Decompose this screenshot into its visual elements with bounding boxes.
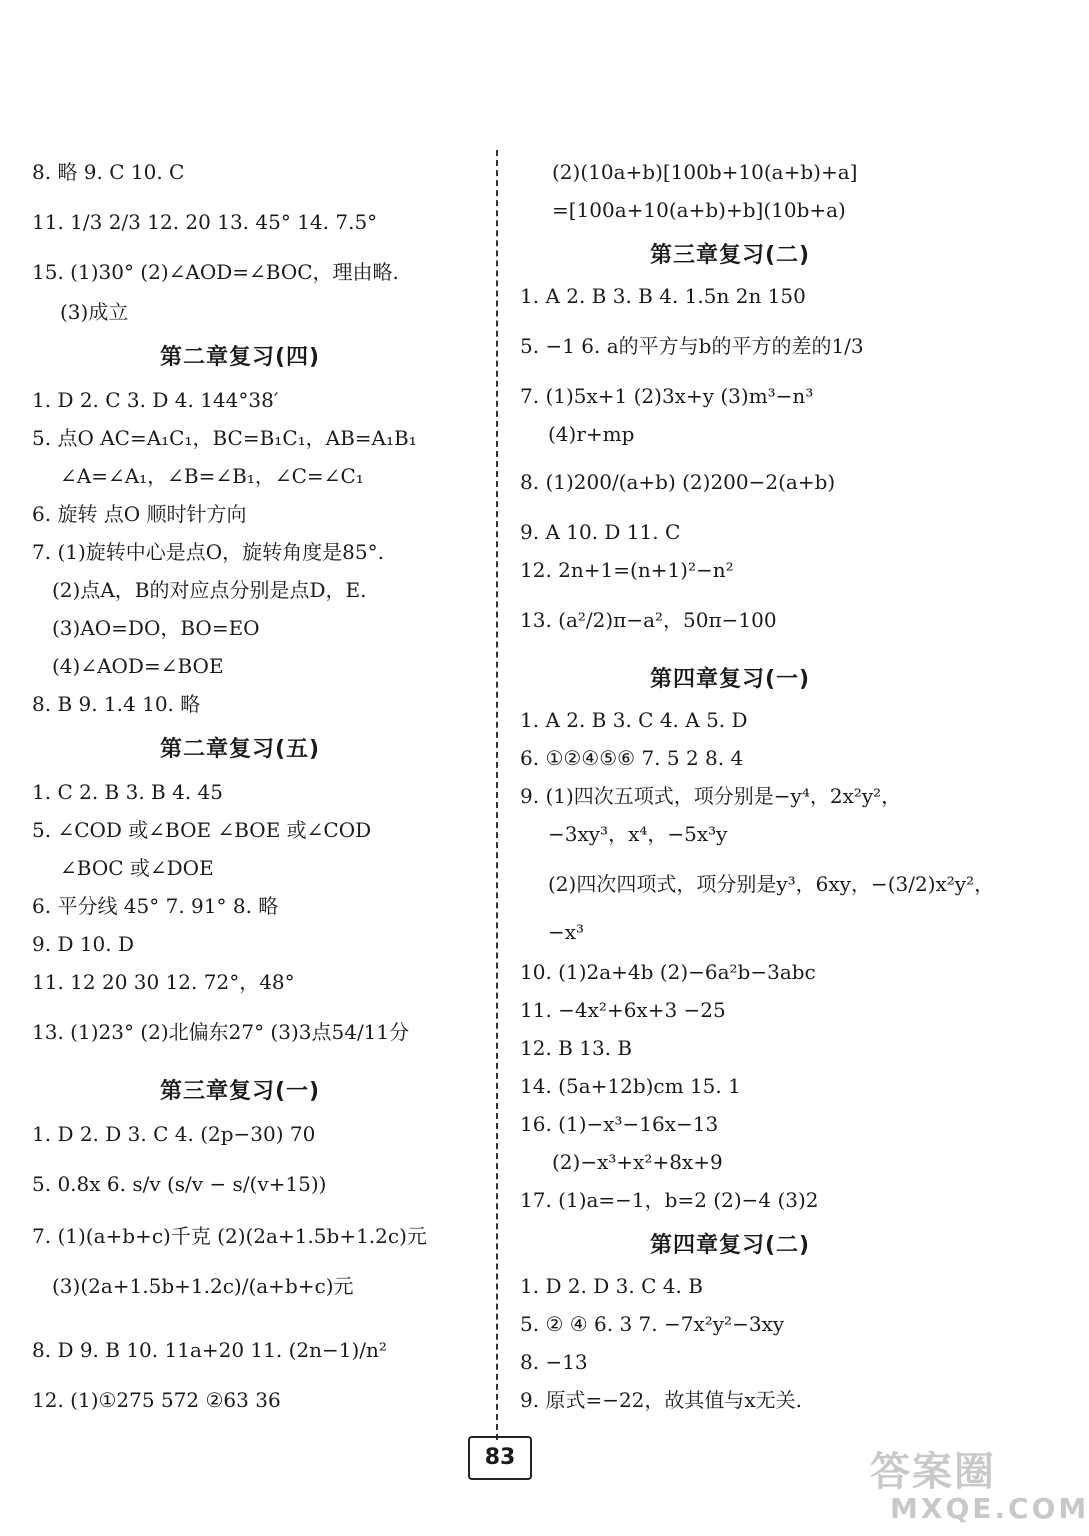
answer-line: (2)四次四项式，项分别是y³，6xy，−(3/2)x²y²， [548, 872, 995, 896]
answer-line: 9. A 10. D 11. C [520, 520, 681, 544]
answer-line: (4)r+mp [548, 422, 635, 446]
answer-line: 7. (1)5x+1 (2)3x+y (3)m³−n³ [520, 384, 814, 408]
answer-line: −3xy³，x⁴，−5x³y [548, 822, 728, 846]
answer-line: 8. 略 9. C 10. C [32, 160, 185, 184]
section-heading: 第四章复习(二) [650, 1233, 811, 1258]
answer-line: 6. 旋转 点O 顺时针方向 [32, 502, 247, 526]
answer-line: 6. ①②④⑤⑥ 7. 5 2 8. 4 [520, 746, 744, 770]
answer-line: 8. B 9. 1.4 10. 略 [32, 692, 201, 716]
answer-line: 15. (1)30° (2)∠AOD=∠BOC，理由略. [32, 260, 399, 284]
answer-line: 5. −1 6. a的平方与b的平方的差的1/3 [520, 334, 864, 358]
answer-line: 8. −13 [520, 1350, 588, 1374]
answer-line: 13. (a²/2)π−a²，50π−100 [520, 608, 777, 632]
answer-line: 9. D 10. D [32, 932, 135, 956]
answer-line: 13. (1)23° (2)北偏东27° (3)3点54/11分 [32, 1020, 410, 1044]
answer-line: (2)(10a+b)[100b+10(a+b)+a] [552, 160, 858, 184]
answer-line: 1. C 2. B 3. B 4. 45 [32, 780, 223, 804]
watermark-logo-text: 答案圈 [870, 1449, 996, 1495]
answer-line: 1. D 2. D 3. C 4. (2p−30) 70 [32, 1122, 316, 1146]
answer-line: 11. 12 20 30 12. 72°，48° [32, 970, 295, 994]
answer-line: 11. 1/3 2/3 12. 20 13. 45° 14. 7.5° [32, 210, 378, 234]
answer-line: 17. (1)a=−1，b=2 (2)−4 (3)2 [520, 1188, 819, 1212]
answer-line: (2)−x³+x²+8x+9 [552, 1150, 723, 1174]
answer-line: 14. (5a+12b)cm 15. 1 [520, 1074, 741, 1098]
answer-line: 9. (1)四次五项式，项分别是−y⁴，2x²y²， [520, 784, 902, 808]
answer-line: 11. −4x²+6x+3 −25 [520, 998, 726, 1022]
answer-line: 10. (1)2a+4b (2)−6a²b−3abc [520, 960, 816, 984]
answer-line: 12. (1)①275 572 ②63 36 [32, 1388, 281, 1412]
answer-line: 5. ② ④ 6. 3 7. −7x²y²−3xy [520, 1312, 785, 1336]
answer-line: 7. (1)(a+b+c)千克 (2)(2a+1.5b+1.2c)元 [32, 1224, 427, 1248]
answer-line: 9. 原式=−22，故其值与x无关. [520, 1388, 803, 1412]
answer-line: 1. A 2. B 3. B 4. 1.5n 2n 150 [520, 284, 806, 308]
answer-line: 7. (1)旋转中心是点O，旋转角度是85°. [32, 540, 384, 564]
answer-line: 8. (1)200/(a+b) (2)200−2(a+b) [520, 470, 836, 494]
section-heading: 第二章复习(五) [160, 737, 321, 762]
answer-line: ∠A=∠A₁，∠B=∠B₁，∠C=∠C₁ [60, 464, 364, 488]
answer-line: −x³ [548, 920, 585, 944]
answer-line: ∠BOC 或∠DOE [60, 856, 214, 880]
answer-line: 5. 0.8x 6. s/v (s/v − s/(v+15)) [32, 1172, 327, 1196]
answer-line: 12. B 13. B [520, 1036, 633, 1060]
section-heading: 第四章复习(一) [650, 667, 811, 692]
answer-line: 12. 2n+1=(n+1)²−n² [520, 558, 734, 582]
answer-line: 1. A 2. B 3. C 4. A 5. D [520, 708, 748, 732]
page-number: 83 [468, 1436, 532, 1480]
column-divider [496, 150, 498, 1440]
answer-line: 5. ∠COD 或∠BOE ∠BOE 或∠COD [32, 818, 372, 842]
watermark-url: MXQE.COM [890, 1492, 1089, 1525]
answer-line: (3)(2a+1.5b+1.2c)/(a+b+c)元 [52, 1274, 354, 1298]
answer-line: 1. D 2. D 3. C 4. B [520, 1274, 703, 1298]
answer-line: 1. D 2. C 3. D 4. 144°38′ [32, 388, 279, 412]
section-heading: 第二章复习(四) [160, 345, 321, 370]
answer-line: (3)成立 [60, 300, 129, 324]
answer-line: 8. D 9. B 10. 11a+20 11. (2n−1)/n² [32, 1338, 387, 1362]
watermark [850, 1440, 1089, 1530]
answer-line: 16. (1)−x³−16x−13 [520, 1112, 719, 1136]
answer-line: =[100a+10(a+b)+b](10b+a) [552, 198, 846, 222]
answer-line: 5. 点O AC=A₁C₁，BC=B₁C₁，AB=A₁B₁ [32, 426, 417, 450]
answer-line: 6. 平分线 45° 7. 91° 8. 略 [32, 894, 279, 918]
section-heading: 第三章复习(二) [650, 243, 811, 268]
answer-line: (3)AO=DO，BO=EO [52, 616, 260, 640]
answer-line: (4)∠AOD=∠BOE [52, 654, 224, 678]
answer-line: (2)点A，B的对应点分别是点D，E. [52, 578, 367, 602]
section-heading: 第三章复习(一) [160, 1079, 321, 1104]
